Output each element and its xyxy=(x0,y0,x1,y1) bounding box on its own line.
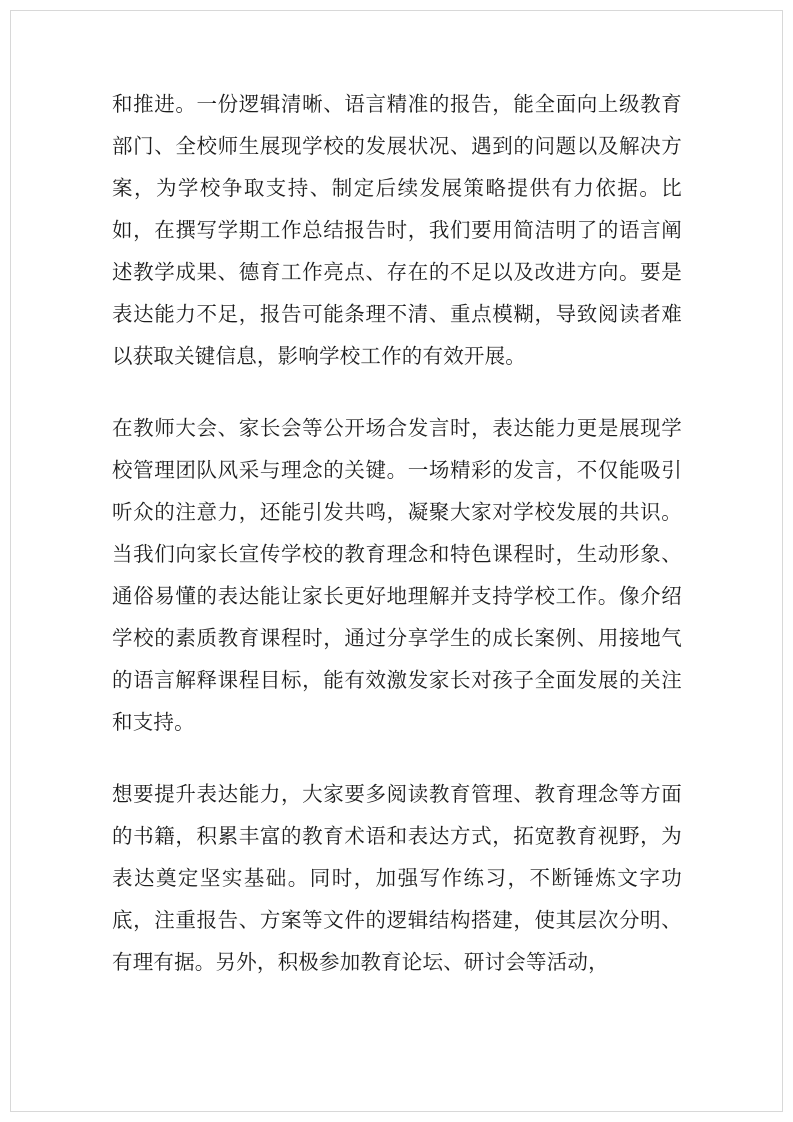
paragraph: 和推进。一份逻辑清晰、语言精准的报告，能全面向上级教育部门、全校师生展现学校的发展状况、遇到的问题以及解决方案，为学校争取支持、制定后续发展策略提供有力依据。比如，在撰写学期工作总结报告时，我们要用简洁明了的语言阐述教学成果、德育工作亮点、存在的不足以及改进方向。要是表达能力不足，报告可能条理不清、重点模糊，导致阅读者难以获取关键信息，影响学校工作的有效开展。 xyxy=(112,93,682,368)
paragraph: 在教师大会、家长会等公开场合发言时，表达能力更是展现学校管理团队风采与理念的关键。一场精彩的发言，不仅能吸引听众的注意力，还能引发共鸣，凝聚大家对学校发展的共识。当我们向家长宣传学校的教育理念和特色课程时，生动形象、通俗易懂的表达能让家长更好地理解并支持学校工作。像介绍学校的素质教育课程时，通过分享学生的成长案例、用接地气的语言解释课程目标，能有效激发家长对孩子全面发展的关注和支持。 xyxy=(112,417,682,734)
document-body xyxy=(112,84,682,984)
paragraph: 想要提升表达能力，大家要多阅读教育管理、教育理念等方面的书籍，积累丰富的教育术语和表达方式，拓宽教育视野，为表达奠定坚实基础。同时，加强写作练习，不断锤炼文字功底，注重报告、方案等文件的逻辑结构搭建，使其层次分明、有理有据。另外，积极参加教育论坛、研讨会等活动， xyxy=(112,783,682,974)
